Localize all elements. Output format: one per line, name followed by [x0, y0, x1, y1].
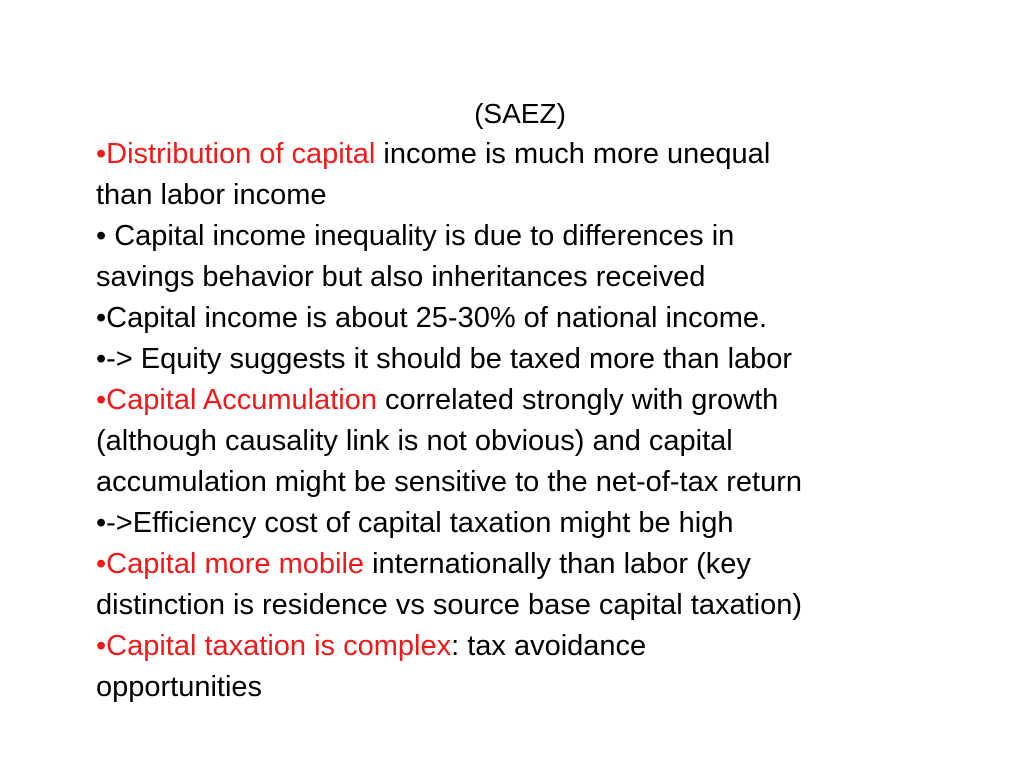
body-text: •->Efficiency cost of capital taxation might be high: [96, 507, 734, 539]
highlight-text: •Capital taxation is complex: [96, 630, 452, 662]
bullet-line: [96, 585, 956, 626]
body-text: than labor income: [96, 179, 327, 211]
bullet-line: [96, 503, 956, 544]
highlight-text: •Capital Accumulation: [96, 384, 377, 416]
body-text: income is much more unequal: [375, 138, 771, 170]
body-text: •-> Equity suggests it should be taxed more than labor: [96, 343, 793, 375]
slide-body: [96, 134, 956, 708]
body-text: correlated strongly with growth: [376, 384, 779, 416]
body-text: internationally than labor (key: [364, 548, 751, 580]
bullet-line: [96, 339, 956, 380]
body-text: (although causality link is not obvious) and capital: [96, 425, 733, 457]
body-text: • Capital income inequality is due to differences in: [96, 220, 735, 252]
highlight-text: •Capital more mobile: [96, 548, 365, 580]
bullet-line: [96, 134, 956, 175]
bullet-line: [96, 380, 956, 421]
bullet-line: [96, 257, 956, 298]
bullet-line: [96, 216, 956, 257]
bullet-line: [96, 544, 956, 585]
slide-title: (SAEZ): [474, 98, 566, 129]
bullet-line: [96, 462, 956, 503]
body-text: savings behavior but also inheritances received: [96, 261, 706, 293]
bullet-line: [96, 667, 956, 708]
body-text: •Capital income is about 25-30% of national income.: [96, 302, 768, 334]
bullet-line: [96, 626, 956, 667]
bullet-line: [96, 298, 956, 339]
highlight-text: •Distribution of capital: [96, 138, 376, 170]
bullet-line: [96, 175, 956, 216]
body-text: opportunities: [96, 671, 263, 703]
bullet-line: [96, 421, 956, 462]
body-text: : tax avoidance: [451, 630, 647, 662]
body-text: distinction is residence vs source base capital taxation): [96, 589, 803, 621]
body-text: accumulation might be sensitive to the net-of-tax return: [96, 466, 803, 498]
